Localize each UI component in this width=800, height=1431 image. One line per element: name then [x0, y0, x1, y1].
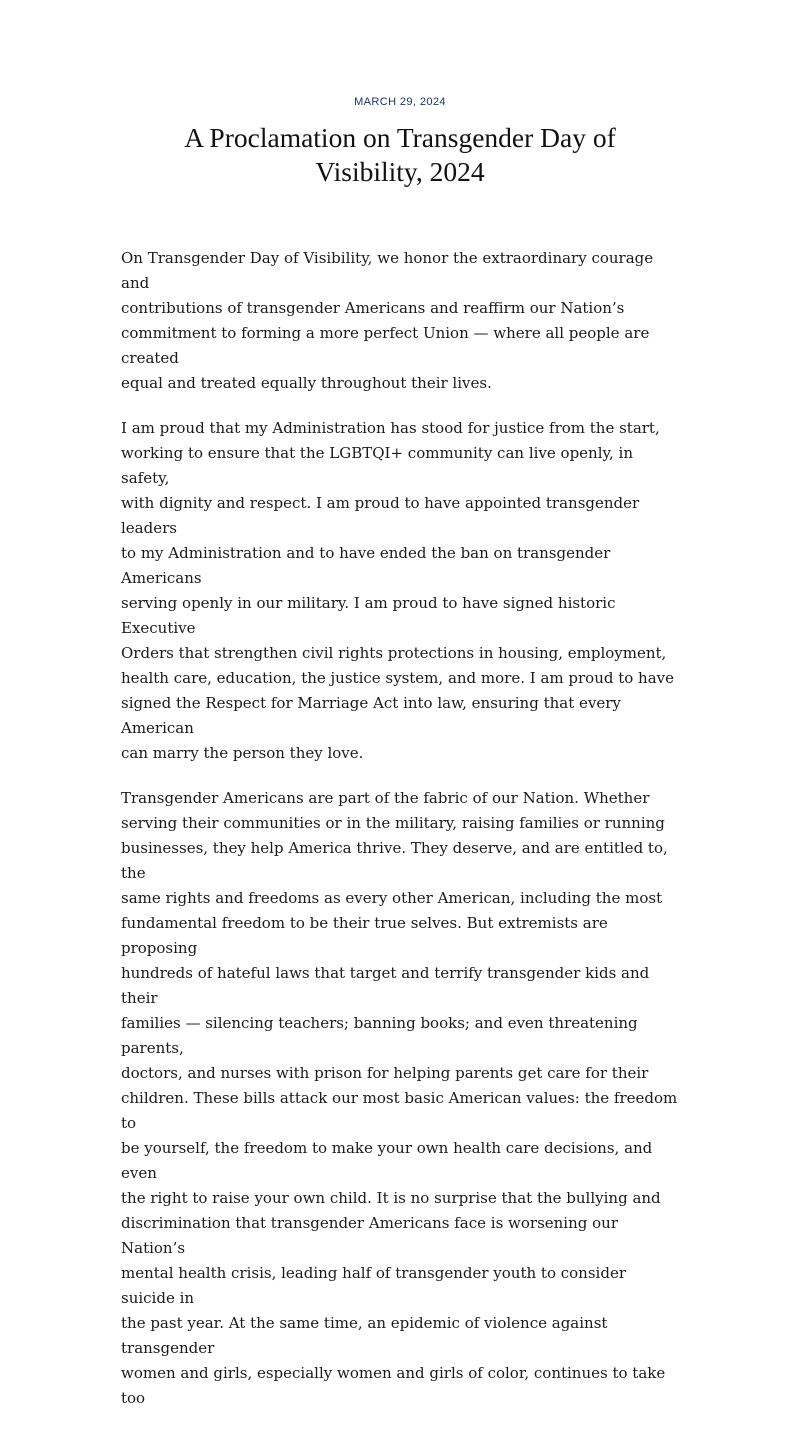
article-body: [121, 246, 681, 1431]
paragraph-2: I am proud that my Administration has stood for justice from the start, working to ensure that the LGBTQI+ community can live openly, in safety, with dignity and respect. I am proud to have appointed transgender leaders to my Administration and to have ended the ban on transgender Americans serving openly in our military. I am proud to have signed historic Executive Orders that strengthen civil rights protections in housing, employment, health care, education, the justice system, and more. I am proud to have signed the Respect for Marriage Act into law, ensuring that every American can marry the person they love.: [121, 419, 675, 762]
paragraph-3: Transgender Americans are part of the fabric of our Nation. Whether serving their communities or in the military, raising families or running businesses, they help America thrive. They deserve, and are entitled to, the same rights and freedoms as every other American, including the most fundamental freedom to be their true selves. But extremists are proposing hundreds of hateful laws that target and terrify transgender kids and their families — silencing teachers; banning books; and even threatening parents, doctors, and nurses with prison for helping parents get care for their children. These bills attack our most basic American values: the freedom to be yourself, the freedom to make your own health care decisions, and even the right to raise your own child. It is no surprise that the bullying and discrimination that transgender Americans face is worsening our Nation’s mental health crisis, leading half of transgender youth to consider suicide in the past year. At the same time, an epidemic of violence against transgender women and girls, especially women and girls of color, continues to take too: [121, 789, 678, 1407]
page-title: A Proclamation on Transgender Day of Visibility, 2024: [184, 122, 616, 187]
publication-date: MARCH 29, 2024: [354, 96, 446, 108]
paragraph-1: On Transgender Day of Visibility, we honor the extraordinary courage and contributions of transgender Americans and reaffirm our Nation’s commitment to forming a more perfect Union — where all people are created equal and treated equally throughout their lives.: [121, 249, 654, 392]
